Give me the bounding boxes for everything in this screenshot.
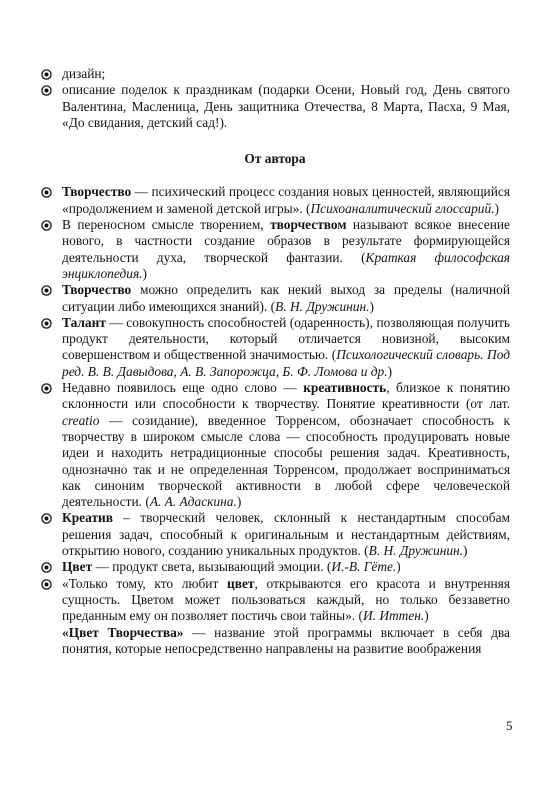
term: Цвет (62, 559, 93, 575)
section-heading: От автора (244, 151, 306, 167)
top-list (40, 66, 510, 131)
text-segment: ) (424, 608, 429, 624)
text-segment: «Только тому, кто любит (62, 575, 228, 591)
citation: И.-В. Гёте. (331, 559, 397, 575)
text-segment: ) (494, 200, 500, 216)
text-segment: — созидание), введенное Торренсом, обозначает способность к творчеству в широком смысле слова — способность продуцировать новые идеи и находить нетрадиционные способы решения задач. Креативность, однозначно так и не определенная Торренсом, продолжает восприниматься как синоним творческой активности в любой сфере человеческой деятельности. ( (62, 412, 510, 510)
circled-dot-icon (41, 579, 52, 590)
circled-dot-icon (41, 69, 52, 80)
circled-dot-icon (41, 562, 52, 573)
list-item-talent (40, 315, 510, 380)
text-segment: , открываются его красота и внутренняя сущность. Цветом может пользоваться каждый, но только беззаветно преданным ему он позволяет постичь свои тайны». ( (62, 575, 510, 624)
text-segment: — продукт света, вызывающий эмоции. ( (92, 559, 332, 575)
definitions-list (40, 184, 510, 657)
term: Творчество (62, 282, 132, 298)
list-item-creativity-2 (40, 217, 510, 282)
term: творчеством (270, 217, 347, 233)
circled-dot-icon (41, 383, 52, 394)
citation: Психологический словарь. Под ред. В. В. Давыдова, А. В. Запорожца, Б. Ф. Ломова и др. (62, 347, 510, 379)
term: «Цвет Творчества» (62, 624, 184, 640)
text-segment: ) (396, 559, 401, 575)
text-segment: описание поделок к праздникам (подарки Осени, Новый год, День святого Валентина, Масленица, День защитника Отечества, 8 Марта, Пасха, 9 Мая, «До свидания, детский сад!). (62, 82, 510, 130)
text-segment: дизайн; (62, 66, 106, 81)
list-item-crafts (40, 82, 510, 131)
text-segment: ) (387, 363, 393, 379)
citation: А. А. Адаскина. (149, 494, 237, 510)
list-item-creativity-3 (40, 282, 510, 315)
circled-dot-icon (41, 85, 52, 96)
list-item-design (40, 66, 510, 82)
circled-dot-icon (41, 285, 52, 296)
text-segment: , близкое к понятию склонности или способности к творчеству. Понятие креативности (от лат. (62, 380, 510, 412)
text-segment: ) (142, 265, 147, 281)
text-segment: – творческий человек, склонный к нестандартным способам решения задач, способный к оригинальным и нестандартным действиям, открытию нового, созданию уникальных продуктов. ( (62, 510, 510, 559)
term: Талант (62, 314, 106, 330)
citation: Краткая философская энциклопедия. (62, 249, 511, 281)
circled-dot-icon (41, 318, 52, 329)
page-number: 5 (506, 718, 513, 733)
list-item-color-1 (40, 559, 510, 575)
list-item-creative (40, 510, 510, 559)
circled-dot-icon (41, 513, 52, 524)
text-segment: — название этой программы включает в себя два понятия, которые непосредственно направлены на развитие воображения (62, 624, 510, 656)
text-segment: — совокупность способностей (одаренность), позволяющая получить продукт деятельности, который отличается новизной, высоким совершенством и общественной значимостью. ( (62, 314, 510, 363)
text-column (40, 66, 510, 657)
circled-dot-icon (41, 187, 52, 198)
citation: В. Н. Дружинин. (275, 298, 370, 314)
text-segment: Недавно появилось еще одно слово — (62, 380, 304, 396)
list-item-program-name (40, 625, 510, 658)
term: Креатив (62, 510, 113, 526)
citation: Психоаналитический глоссарий. (310, 200, 495, 216)
text-segment: ) (463, 543, 468, 559)
text-segment: можно определить как некий выход за пределы (наличной ситуации либо имеющихся знаний). ( (62, 282, 510, 314)
term: цвет (227, 575, 255, 591)
text-segment: ) (236, 494, 242, 510)
text-segment: называют всякое внесение нового, в частности создание образов в результате формирующейся деятельности духа, творческой фантазии. ( (62, 217, 510, 265)
list-item-color-2 (40, 576, 510, 625)
circled-dot-icon (41, 220, 52, 231)
list-item-creativity-1 (40, 184, 510, 217)
list-item-creativeness (40, 380, 510, 510)
term: креативность (303, 380, 387, 396)
text-segment: — психический процесс создания новых ценностей, являющийся «продолжением и заменой детской игры». ( (62, 184, 510, 216)
citation: В. Н. Дружинин. (368, 543, 464, 559)
text-segment: ) (369, 298, 374, 314)
text-segment: В переносном смысле творением, (62, 217, 271, 233)
citation: И. Иттен. (362, 608, 425, 624)
term: Творчество (62, 184, 132, 200)
citation: creatio (62, 412, 100, 428)
